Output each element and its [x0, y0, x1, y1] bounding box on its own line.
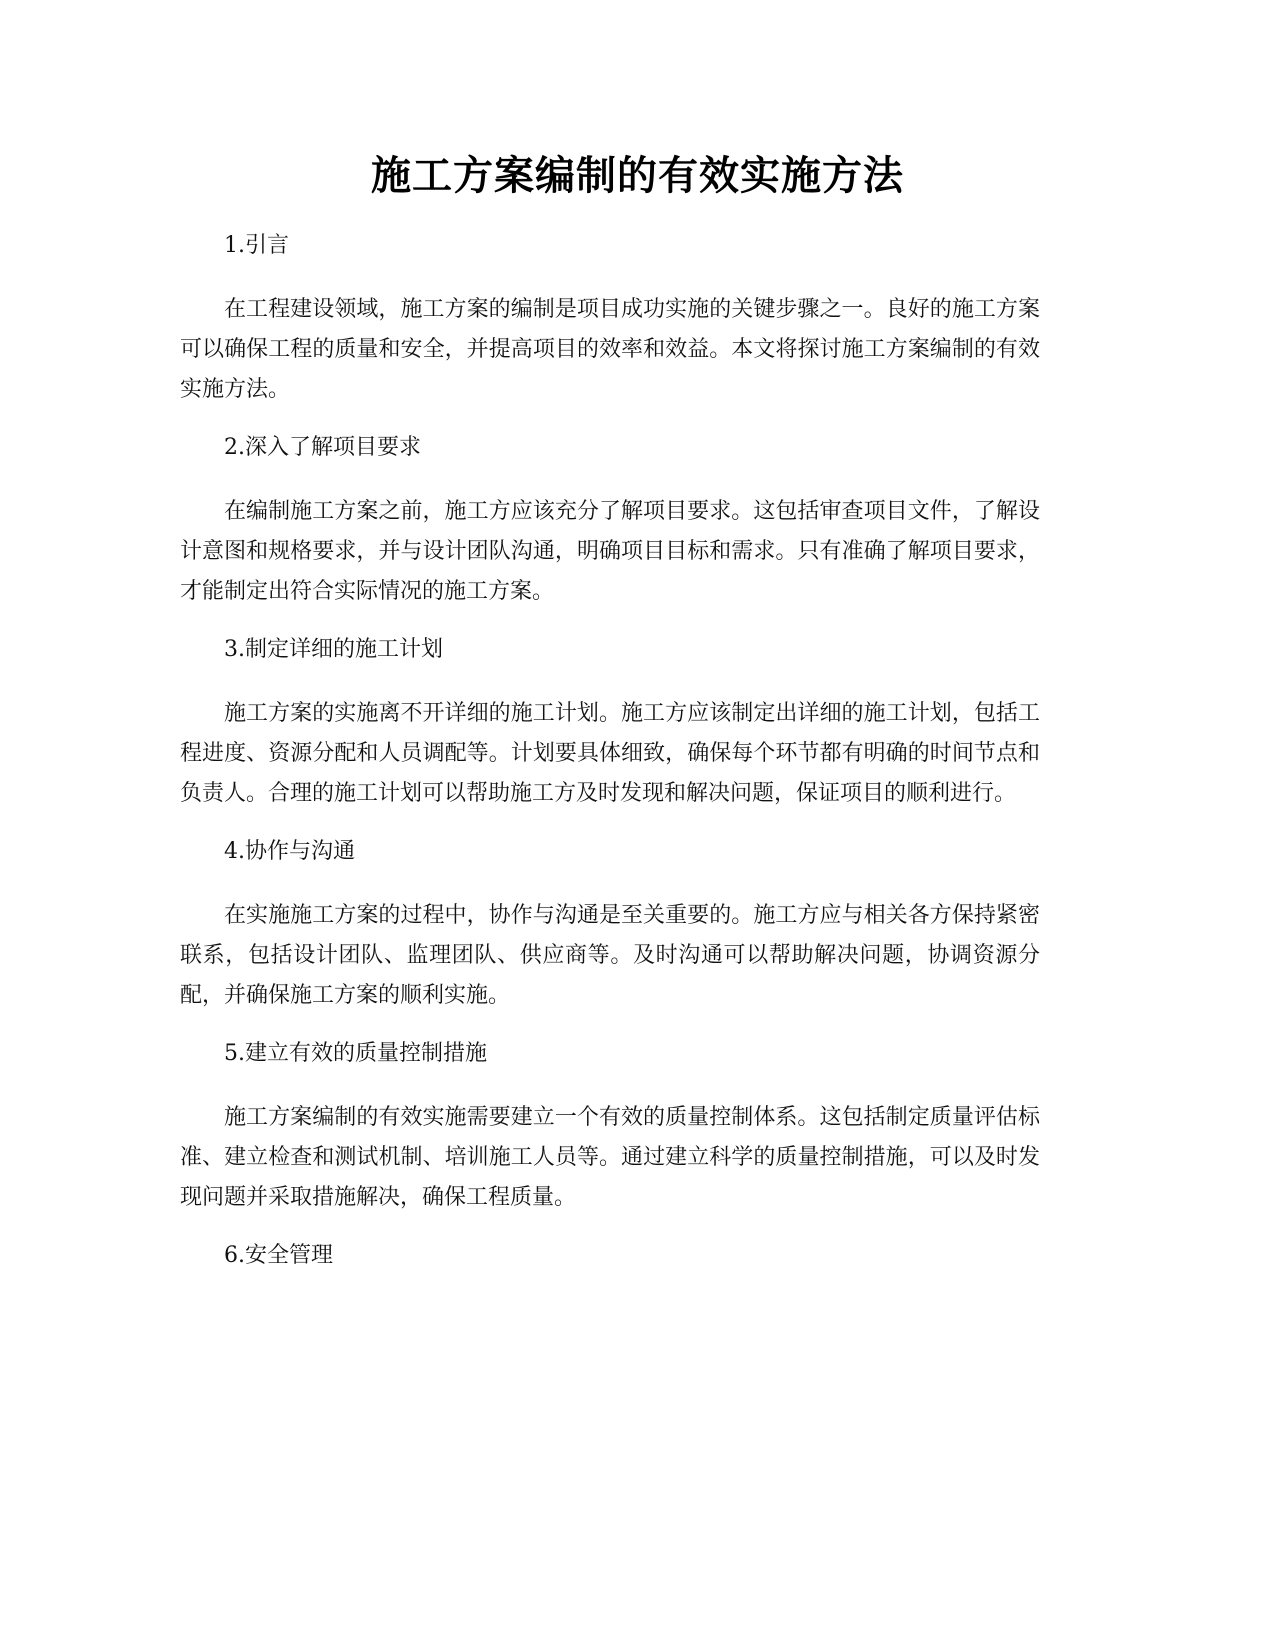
document-title: 施工方案编制的有效实施方法 [371, 153, 904, 199]
section-heading-collaboration: 4.协作与沟通 [224, 839, 355, 864]
document-body [180, 230, 1040, 1300]
section-paragraph-project-requirements: 在编制施工方案之前，施工方应该充分了解项目要求。这包括审查项目文件，了解设计意图和规格要求，并与设计团队沟通，明确项目目标和需求。只有准确了解项目要求，才能制定出符合实际情况的施工方案。 [180, 499, 1040, 604]
section-heading-introduction: 1.引言 [224, 233, 289, 258]
section-paragraph-collaboration: 在实施施工方案的过程中，协作与沟通是至关重要的。施工方应与相关各方保持紧密联系，包括设计团队、监理团队、供应商等。及时沟通可以帮助解决问题，协调资源分配，并确保施工方案的顺利实施。 [180, 903, 1040, 1008]
section-heading-project-requirements: 2.深入了解项目要求 [224, 435, 421, 460]
section-heading-safety-management: 6.安全管理 [224, 1243, 333, 1268]
section-heading-construction-plan: 3.制定详细的施工计划 [224, 637, 443, 662]
section-heading-quality-control: 5.建立有效的质量控制措施 [224, 1041, 487, 1066]
section-paragraph-construction-plan: 施工方案的实施离不开详细的施工计划。施工方应该制定出详细的施工计划，包括工程进度、资源分配和人员调配等。计划要具体细致，确保每个环节都有明确的时间节点和负责人。合理的施工计划可以帮助施工方及时发现和解决问题，保证项目的顺利进行。 [180, 701, 1040, 806]
section-paragraph-quality-control: 施工方案编制的有效实施需要建立一个有效的质量控制体系。这包括制定质量评估标准、建立检查和测试机制、培训施工人员等。通过建立科学的质量控制措施，可以及时发现问题并采取措施解决，确保工程质量。 [180, 1105, 1040, 1210]
section-paragraph-introduction: 在工程建设领域，施工方案的编制是项目成功实施的关键步骤之一。良好的施工方案可以确保工程的质量和安全，并提高项目的效率和效益。本文将探讨施工方案编制的有效实施方法。 [180, 297, 1040, 402]
